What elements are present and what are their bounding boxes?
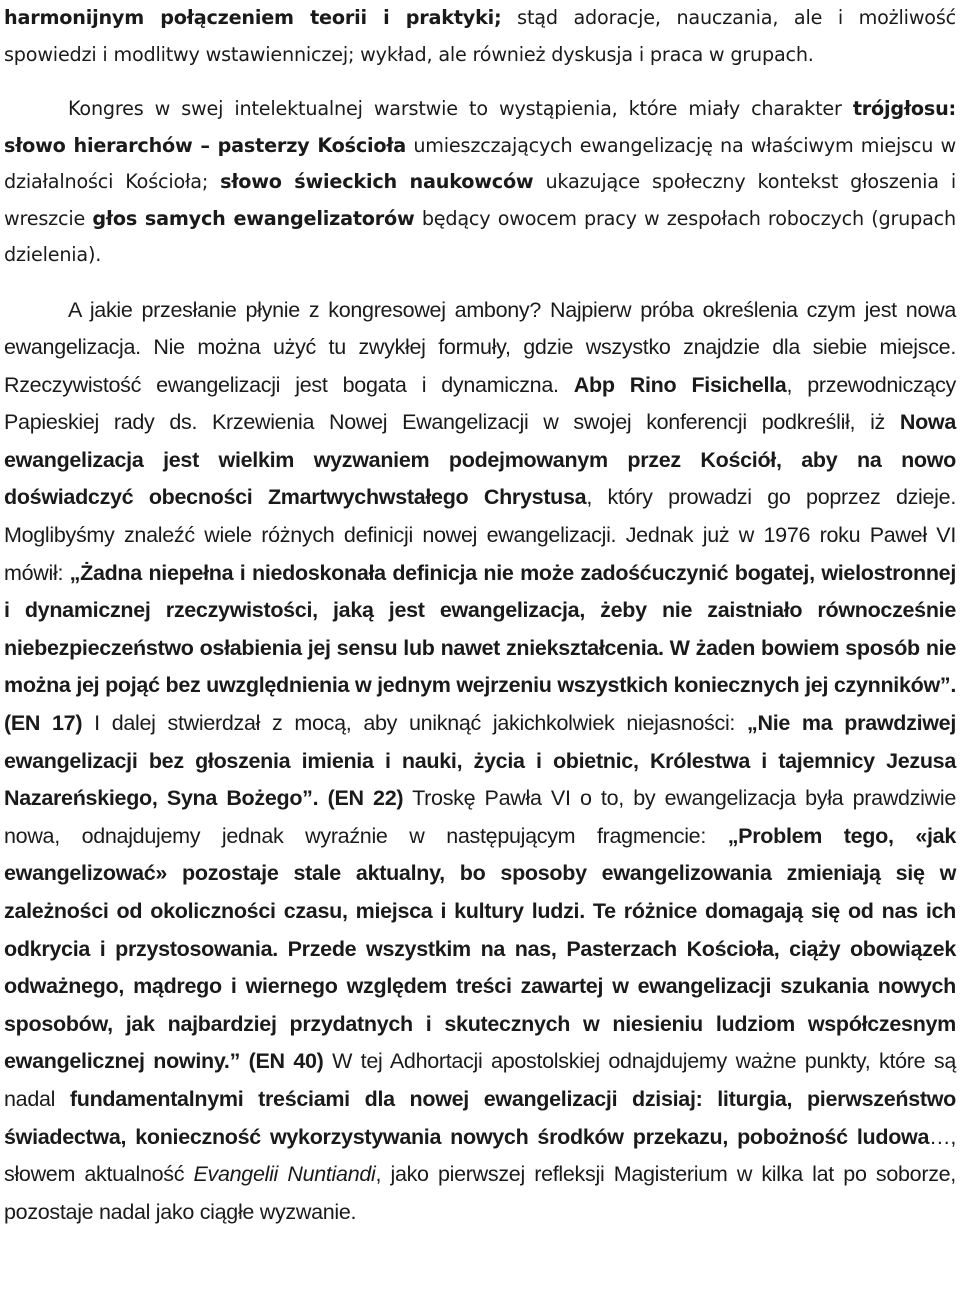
paragraph-gap (4, 274, 956, 292)
text-run: ukazujące społeczny kontekst głoszenia i wreszcie (4, 170, 956, 230)
text-run: …, słowem aktualność (4, 1124, 956, 1187)
italic-title: Evangelii Nuntiandi (193, 1162, 376, 1187)
text-run: będący owocem pracy w zespołach roboczych (grupach dzielenia). (4, 206, 956, 266)
text-run: , który prowadzi go poprzez dzieje. Moglibyśmy znaleźć wiele różnych definicji nowej ewangelizacji. Jednak już w 1976 roku Paweł VI mówił: (4, 485, 956, 585)
quote-en-17: „Żadna niepełna i niedoskonała definicja nie może zadośćuczynić bogatej, wielostronnej i dynamicznej rzeczywistości, jaką jest ewangelizacja, żeby nie zaistniało równocześnie niebezpieczeństwo osłabienia jej sensu lub nawet zniekształcenia. W żaden bowiem sposób nie można jej pojąć bez uwzględnienia w jednym wejrzeniu wszystkich koniecznych jej czynników”. (EN 17) (4, 560, 956, 736)
text-run: , jako pierwszej refleksji Magisterium w kilka lat po soborze, pozostaje nadal jako ciągłe wyzwanie. (4, 1162, 956, 1224)
text-run: , przewodniczący Papieskiej rady ds. Krzewienia Nowej Ewangelizacji w swojej konferencji podkreślił, iż (4, 372, 956, 435)
quote-en-22: „Nie ma prawdziwej ewangelizacji bez głoszenia imienia i nauki, życia i obietnic, Królestwa i tajemnicy Jezusa Nazareńskiego, Syna Bożego”. (EN 22) (4, 711, 956, 811)
quote-en-40: „Problem tego, «jak ewangelizować» pozostaje stale aktualny, bo sposoby ewangelizowania zmieniają się w zależności od okoliczności czasu, miejsca i kultury ludzi. Te różnice domagają się od nas ich odkrycia i przystosowania. Przede wszystkim na nas, Pasterzach Kościoła, ciąży obowiązek odważnego, mądrego i wiernego względem treści zawartej w ewangelizacji szukania nowych sposobów, jak najbardziej przydatnych i skutecznych w niesieniu ludziom współczesnym ewangelicznej nowiny.” (EN 40) (4, 823, 956, 1074)
text-run: I dalej stwierdzał z mocą, aby uniknąć jakichkolwiek niejasności: (82, 711, 748, 736)
paragraph-gap (4, 73, 956, 91)
paragraph-message (4, 292, 956, 1232)
bold-phrase: głos samych ewangelizatorów (92, 206, 415, 230)
text-run: Troskę Pawła VI o to, by ewangelizacja była prawdziwie nowa, odnajdujemy jednak wyraźnie w następującym fragmencie: (4, 786, 956, 848)
bold-phrase: słowo świeckich naukowców (220, 170, 534, 193)
text-run: A jakie przesłanie płynie z kongresowej ambony? Najpierw próba określenia czym jest nowa ewangelizacja. Nie można użyć tu zwykłej formuły, gdzie wszystko znajdzie dla siebie miejsce. Rzeczywistość ewangelizacji jest bogata i dynamiczna. (4, 297, 956, 397)
paragraph-congress (4, 91, 956, 274)
paragraph-intro (4, 0, 956, 73)
document-page (4, 0, 956, 1231)
bold-phrase: Nowa ewangelizacja jest wielkim wyzwaniem podejmowanym przez Kościół, aby na nowo doświadczyć obecności Zmartwychwstałego Chrystusa (4, 410, 956, 510)
bold-phrase: harmonijnym połączeniem teorii i praktyki; (4, 6, 502, 29)
bold-phrase: trójgłosu: słowo hierarchów – pasterzy Kościoła (4, 97, 956, 157)
bold-phrase: fundamentalnymi treściami dla nowej ewangelizacji dzisiaj: liturgia, pierwszeństwo świadectwa, konieczność wykorzystywania nowych środków przekazu, pobożność ludowa (4, 1086, 956, 1149)
text-run: stąd adoracje, nauczania, ale i możliwość spowiedzi i modlitwy wstawienniczej; wykład, ale również dyskusja i praca w grupach. (4, 6, 956, 66)
text-run: W tej Adhortacji apostolskiej odnajdujemy ważne punkty, które są nadal (4, 1049, 956, 1111)
text-run: Kongres w swej intelektualnej warstwie to wystąpienia, które miały charakter (68, 97, 853, 120)
bold-phrase: Abp Rino Fisichella (573, 372, 787, 397)
text-run: umieszczających ewangelizację na właściwym miejscu w działalności Kościoła; (4, 133, 956, 193)
